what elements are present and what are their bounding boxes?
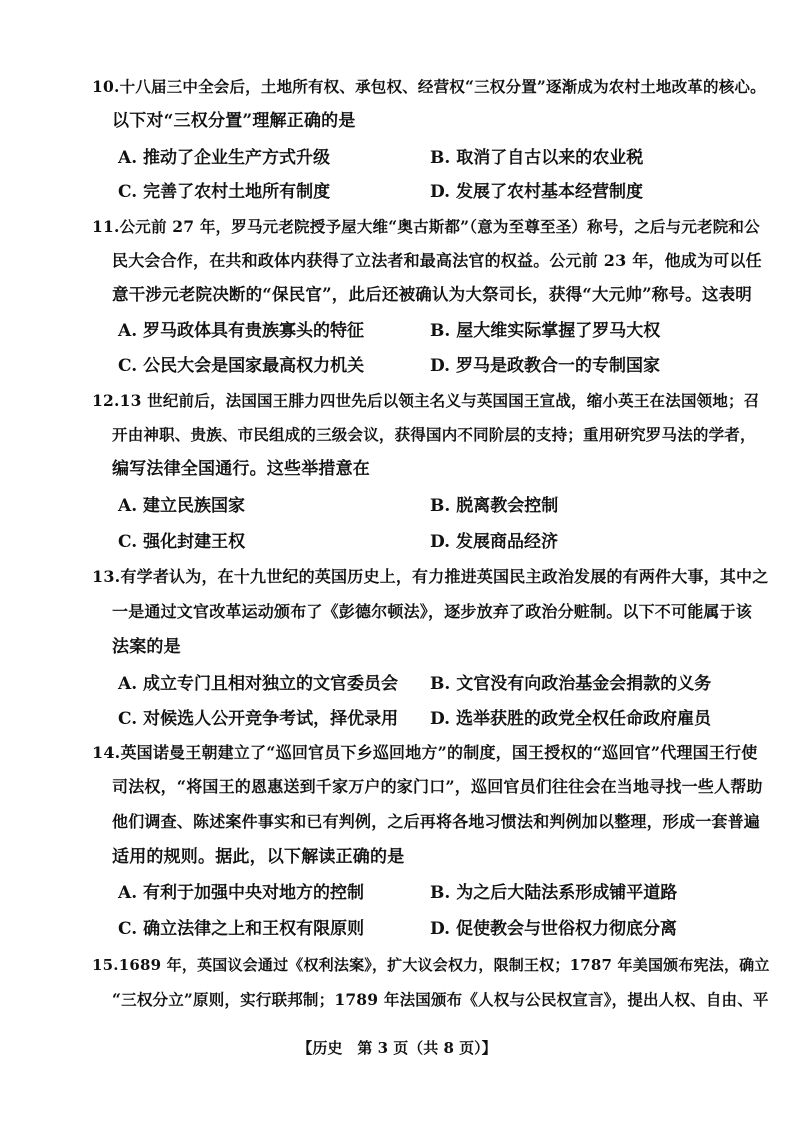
question-13-option-b: B. 文官没有向政治基金会捐款的义务: [430, 674, 712, 694]
question-12-option-d: D. 发展商品经济: [430, 532, 558, 552]
question-11-option-d: D. 罗马是政教合一的专制国家: [430, 356, 660, 376]
question-10-line-2: 以下对“三权分置”理解正确的是: [112, 111, 356, 131]
question-14-line-1: [92, 742, 757, 764]
question-12-line-1: [92, 390, 759, 412]
question-10-option-c: C. 完善了农村土地所有制度: [118, 182, 331, 202]
question-number: 13.: [92, 567, 121, 586]
question-10-option-a: A. 推动了企业生产方式升级: [118, 148, 331, 168]
question-14-line-2: 司法权，“将国王的恩惠送到千家万户的家门口”，巡回官员们往往会在当地寻找一些人帮助: [112, 777, 763, 796]
question-stem-text: 1689 年，英国议会通过《权利法案》，扩大议会权力，限制王权；1787 年美国颁布宪法，确立: [118, 956, 770, 974]
question-number: 10.: [92, 77, 120, 96]
question-14-line-4: 适用的规则。据此，以下解读正确的是: [112, 847, 405, 867]
question-number: 11.: [92, 217, 120, 236]
question-13-option-a: A. 成立专门且相对独立的文官委员会: [118, 674, 399, 694]
question-number: 12.: [92, 391, 120, 410]
question-12-line-2: 开由神职、贵族、市民组成的三级会议，获得国内不同阶层的支持；重用研究罗马法的学者，: [112, 425, 756, 444]
question-11-line-3: 意干涉元老院决断的“保民官”，此后还被确认为大祭司长，获得“大元帅”称号。这表明: [112, 285, 752, 304]
question-11-option-b: B. 屋大维实际掌握了罗马大权: [430, 321, 661, 341]
question-stem-text: 十八届三中全会后，土地所有权、承包权、经营权“三权分置”逐渐成为农村土地改革的核心。: [119, 77, 766, 96]
question-14-option-d: D. 促使教会与世俗权力彻底分离: [430, 919, 677, 939]
question-11-line-1: [92, 216, 760, 238]
question-14-line-3: 他们调查、陈述案件事实和已有判例，之后再将各地习惯法和判例加以整理，形成一套普遍: [112, 812, 761, 831]
question-14-option-c: C. 确立法律之上和王权有限原则: [118, 919, 365, 939]
question-13-line-3: 法案的是: [112, 637, 181, 657]
question-stem-text: 公元前 27 年，罗马元老院授予屋大维“奥古斯都”（意为至尊至圣）称号，之后与元老院和公: [119, 217, 760, 236]
question-10-option-b: B. 取消了自古以来的农业税: [430, 148, 644, 168]
question-12-option-b: B. 脱离教会控制: [430, 496, 559, 516]
question-number: 14.: [92, 743, 121, 762]
page-footer: 【历史 第 3 页（共 8 页）】: [297, 1039, 497, 1057]
question-stem-text: 有学者认为，在十九世纪的英国历史上，有力推进英国民主政治发展的有两件大事，其中之: [120, 567, 769, 586]
question-stem-text: 13 世纪前后，法国国王腓力四世先后以领主名义与英国国王宣战，缩小英王在法国领地；召: [119, 391, 760, 410]
question-13-line-1: [92, 566, 768, 588]
question-10-option-d: D. 发展了农村基本经营制度: [430, 182, 643, 202]
question-11-line-2: 民大会合作，在共和政体内获得了立法者和最高法官的权益。公元前 23 年，他成为可以任: [112, 251, 762, 270]
question-12-option-c: C. 强化封建王权: [118, 532, 246, 552]
question-14-option-b: B. 为之后大陆法系形成铺平道路: [430, 883, 678, 903]
question-11-option-a: A. 罗马政体具有贵族寡头的特征: [118, 321, 365, 341]
question-11-option-c: C. 公民大会是国家最高权力机关: [118, 356, 365, 376]
question-13-line-2: 一是通过文官改革运动颁布了《彭德尔顿法》，逐步放弃了政治分赃制。以下不可能属于该: [112, 602, 753, 621]
question-stem-text: 英国诺曼王朝建立了“巡回官员下乡巡回地方”的制度，国王授权的“巡回官”代理国王行使: [120, 743, 758, 762]
question-15-line-1: [92, 954, 770, 976]
question-12-option-a: A. 建立民族国家: [118, 496, 246, 516]
question-number: 15.: [92, 956, 119, 974]
question-10-line-1: [92, 76, 766, 98]
question-13-option-c: C. 对候选人公开竞争考试，择优录用: [118, 709, 399, 729]
question-15-line-2: “三权分立”原则，实行联邦制；1789 年法国颁布《人权与公民权宣言》，提出人权、自由、平: [112, 990, 769, 1009]
question-13-option-d: D. 选举获胜的政党全权任命政府雇员: [430, 709, 711, 729]
question-14-option-a: A. 有利于加强中央对地方的控制: [118, 883, 365, 903]
question-12-line-3: 编写法律全国通行。这些举措意在: [112, 459, 370, 479]
